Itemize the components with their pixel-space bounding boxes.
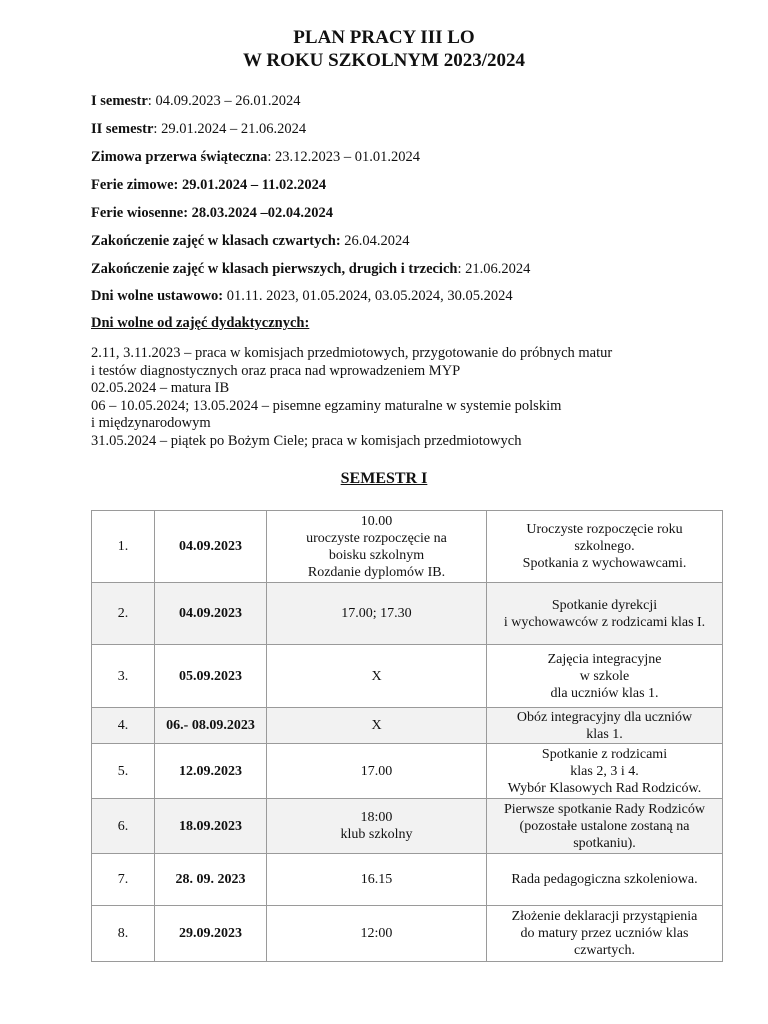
row-date: 04.09.2023 [155, 511, 267, 583]
row-date: 28. 09. 2023 [155, 854, 267, 906]
row-date: 29.09.2023 [155, 906, 267, 962]
info-winter-holidays [91, 176, 326, 194]
row-date: 06.- 08.09.2023 [155, 708, 267, 744]
info-label: Zakończenie zajęć w klasach pierwszych, drugich i trzecich [91, 261, 458, 277]
info-label: Dni wolne ustawowo: [91, 288, 224, 304]
info-end-other-classes [91, 260, 530, 278]
row-number: 8. [92, 906, 155, 962]
info-value: 28.03.2024 –02.04.2024 [191, 205, 334, 221]
desc-line: i wychowawców z rodzicami klas I. [503, 614, 706, 630]
desc-line: Spotkania z wychowawcami. [522, 556, 687, 571]
row-time [267, 511, 487, 583]
days-off-list [91, 345, 711, 450]
row-date: 18.09.2023 [155, 799, 267, 854]
info-value: 23.12.2023 – 01.01.2024 [275, 149, 421, 165]
info-label: Ferie zimowe: [91, 177, 179, 193]
time-line: uroczyste rozpoczęcie na [306, 530, 447, 546]
time-line: 17.00; 17.30 [341, 606, 412, 621]
table-row [92, 708, 723, 744]
row-description [487, 645, 723, 708]
row-number: 7. [92, 854, 155, 906]
info-value: 29.01.2024 – 11.02.2024 [181, 177, 327, 193]
days-off-line: 2.11, 3.11.2023 – praca w komisjach przedmiotowych, przygotowanie do próbnych matur [91, 345, 613, 361]
row-time [267, 854, 487, 906]
row-description [487, 906, 723, 962]
desc-line: Uroczyste rozpoczęcie roku [526, 522, 683, 537]
info-value: 01.11. 2023, 01.05.2024, 03.05.2024, 30.05.2024 [226, 288, 513, 304]
row-number: 1. [92, 511, 155, 583]
row-number: 6. [92, 799, 155, 854]
time-line: Rozdanie dyplomów IB. [307, 564, 446, 580]
days-off-line: i testów diagnostycznych oraz praca nad wprowadzeniem MYP [91, 362, 461, 379]
table-row [92, 645, 723, 708]
info-value: 29.01.2024 – 21.06.2024 [161, 121, 307, 137]
desc-line: Spotkanie dyrekcji [551, 597, 658, 613]
row-date: 12.09.2023 [155, 744, 267, 799]
desc-line: spotkaniu). [573, 835, 636, 851]
row-date: 04.09.2023 [155, 583, 267, 645]
info-label: Ferie wiosenne: [91, 205, 189, 221]
info-value: 26.04.2024 [344, 233, 410, 249]
time-line: boisku szkolnym [328, 547, 425, 563]
row-number: 2. [92, 583, 155, 645]
info-semester-1 [91, 92, 300, 110]
desc-line: Rada pedagogiczna szkoleniowa. [511, 872, 698, 887]
table-row [92, 799, 723, 854]
days-off-line: 06 – 10.05.2024; 13.05.2024 – pisemne egzaminy maturalne w systemie polskim [91, 397, 562, 414]
info-sep: : [267, 149, 276, 165]
semester-title: SEMESTR I [340, 470, 428, 487]
desc-line: Złożenie deklaracji przystąpienia [511, 909, 698, 924]
time-line: 16.15 [360, 872, 393, 887]
days-off-line: 02.05.2024 – matura IB [91, 380, 230, 396]
info-end-fourth-classes [91, 232, 410, 250]
desc-line: Pierwsze spotkanie Rady Rodziców [503, 801, 705, 817]
title-line-2: W ROKU SZKOLNYM 2023/2024 [242, 50, 526, 71]
row-description [487, 583, 723, 645]
info-label: I semestr [91, 93, 148, 109]
info-spring-holidays [91, 204, 333, 222]
time-line: X [371, 718, 382, 733]
time-line: X [371, 668, 382, 684]
desc-line: Zajęcia integracyjne [547, 651, 662, 667]
schedule-table [91, 510, 723, 962]
row-time [267, 744, 487, 799]
info-sep: : [457, 261, 466, 277]
info-label: II semestr [91, 121, 154, 137]
days-off-heading: Dni wolne od zajęć dydaktycznych: [91, 315, 310, 331]
table-row [92, 511, 723, 583]
time-line: 18:00 [360, 810, 393, 825]
row-time [267, 645, 487, 708]
days-off-line: i międzynarodowym [91, 415, 211, 431]
time-line: 17.00 [360, 763, 393, 779]
document-title [0, 26, 768, 72]
row-time [267, 906, 487, 962]
row-number: 4. [92, 708, 155, 744]
table-row [92, 854, 723, 906]
time-line: klub szkolny [340, 827, 413, 842]
desc-line: klas 2, 3 i 4. [570, 763, 639, 779]
info-label: Zakończenie zajęć w klasach czwartych: [91, 233, 341, 249]
desc-line: Obóz integracyjny dla uczniów [516, 709, 693, 725]
desc-line: klas 1. [586, 726, 623, 742]
desc-line: szkolnego. [574, 539, 635, 554]
table-row [92, 583, 723, 645]
info-semester-2 [91, 120, 306, 138]
info-label: Zimowa przerwa świąteczna [91, 149, 268, 165]
desc-line: Wybór Klasowych Rad Rodziców. [507, 780, 702, 796]
table-row [92, 744, 723, 799]
row-number: 3. [92, 645, 155, 708]
row-time [267, 799, 487, 854]
desc-line: dla uczniów klas 1. [550, 685, 659, 701]
row-description [487, 744, 723, 799]
table-row [92, 906, 723, 962]
desc-line: do matury przez uczniów klas [520, 926, 689, 941]
info-sep: : [147, 93, 156, 109]
desc-line: (pozostałe ustalone zostaną na [519, 818, 690, 834]
info-winter-break [91, 148, 420, 166]
days-off-line: 31.05.2024 – piątek po Bożym Ciele; praca w komisjach przedmiotowych [91, 432, 522, 449]
info-sep: : [153, 121, 162, 137]
row-description [487, 799, 723, 854]
desc-line: w szkole [579, 668, 630, 684]
row-number: 5. [92, 744, 155, 799]
time-line: 10.00 [360, 513, 393, 529]
desc-line: Spotkanie z rodzicami [541, 746, 668, 762]
row-description [487, 511, 723, 583]
info-statutory-days-off [91, 287, 513, 305]
row-time [267, 583, 487, 645]
row-date: 05.09.2023 [155, 645, 267, 708]
row-time [267, 708, 487, 744]
desc-line: czwartych. [573, 943, 636, 958]
time-line: 12:00 [360, 926, 393, 941]
row-description [487, 708, 723, 744]
info-value: 21.06.2024 [465, 261, 531, 277]
row-description [487, 854, 723, 906]
info-value: 04.09.2023 – 26.01.2024 [155, 93, 301, 109]
title-line-1: PLAN PRACY III LO [293, 27, 475, 48]
